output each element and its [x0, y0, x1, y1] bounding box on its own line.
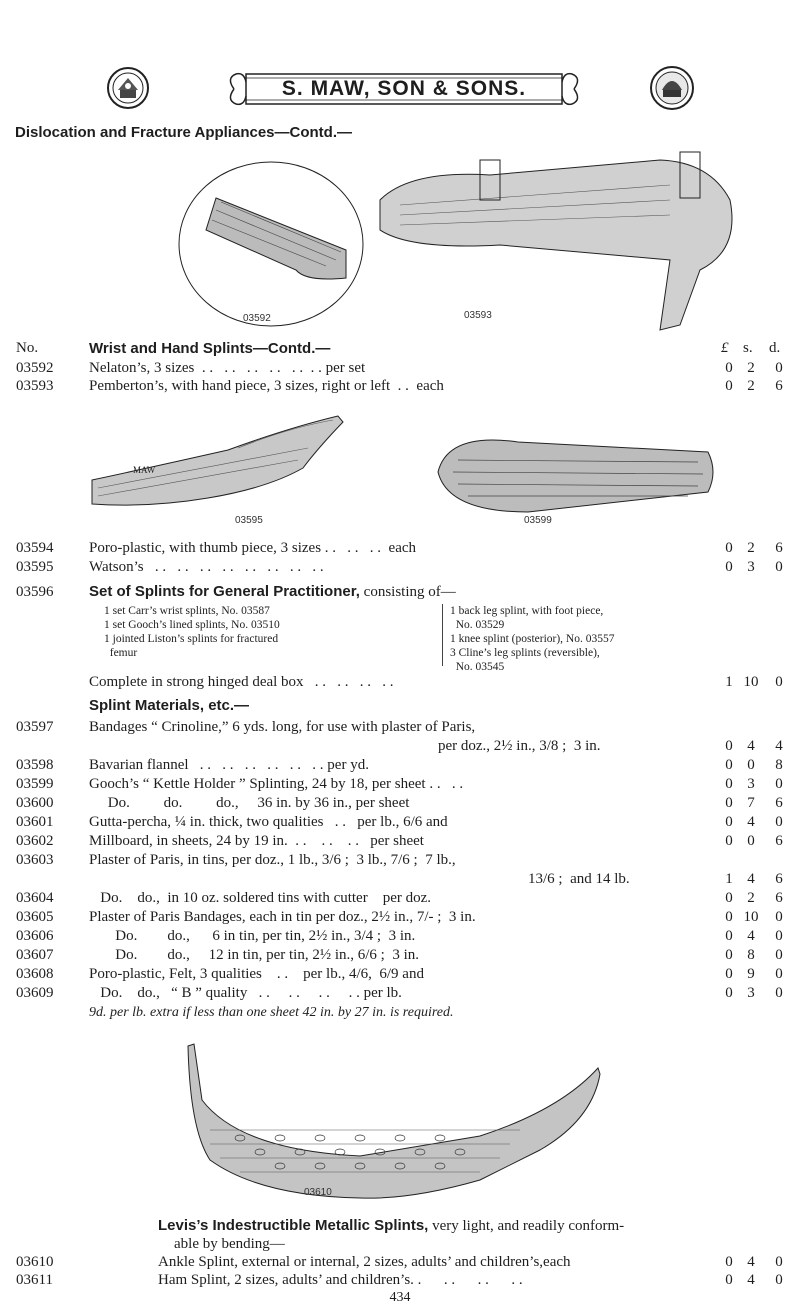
price-pounds: 0 [725, 890, 733, 906]
price-shillings: 4 [747, 1254, 755, 1270]
price-shillings: 9 [747, 966, 755, 982]
item-description: Plaster of Paris, in tins, per doz., 1 lb., 3/6 ; 3 lb., 7/6 ; 7 lb., [89, 852, 456, 868]
set-heading-tail: consisting of— [363, 584, 456, 600]
price-pence: 0 [775, 928, 783, 944]
royal-seal-left-icon [106, 66, 150, 110]
figure-splint-03595 [88, 408, 350, 518]
list-item-continuation [0, 869, 801, 889]
item-description: Watson’s . . . . . . . . . . . . . . . . [89, 559, 324, 575]
price-pounds: 0 [725, 1272, 733, 1288]
figure-label-03610: 03610 [304, 1187, 332, 1198]
item-description-continued: per doz., 2½ in., 3/8 ; 3 in. [438, 738, 601, 754]
price-shillings: 4 [747, 814, 755, 830]
set-component: No. 03529 [450, 619, 505, 631]
item-description: Do. do., in 10 oz. soldered tins with cutter per doz. [89, 890, 432, 906]
item-description: Do. do., 12 in tin, per tin, 2½ in., 6/6 ; 3 in. [89, 947, 419, 963]
list-item [0, 358, 801, 378]
column-header-pence: d. [769, 340, 781, 356]
price-shillings: 2 [747, 378, 755, 394]
price-pence: 0 [775, 814, 783, 830]
price-shillings: 2 [747, 540, 755, 556]
set-component: 1 jointed Liston’s splints for fractured [104, 633, 279, 645]
item-description: Gooch’s “ Kettle Holder ” Splinting, 24 by 18, per sheet . . . . [89, 776, 464, 792]
price-pounds: 1 [725, 871, 733, 887]
price-pence: 0 [775, 1254, 783, 1270]
item-description: Do. do. do., 36 in. by 36 in., per sheet [89, 795, 410, 811]
item-description: Ankle Splint, external or internal, 2 sizes, adults’ and children’s,each [158, 1254, 571, 1270]
list-item [0, 538, 801, 558]
set-heading: Set of Splints for General Practitioner, [89, 583, 360, 600]
figure-splint-03592 [176, 160, 366, 328]
price-pence: 0 [775, 776, 783, 792]
price-pounds: 0 [725, 985, 733, 1001]
list-item [0, 850, 801, 870]
price-shillings: 4 [747, 1272, 755, 1288]
page-number: 434 [389, 1290, 411, 1305]
price-pence: 0 [775, 674, 783, 690]
item-description: Plaster of Paris Bandages, each in tin per doz., 2½ in., 7/- ; 3 in. [89, 909, 476, 925]
price-pounds: 0 [725, 757, 733, 773]
price-pence: 6 [775, 795, 783, 811]
levis-heading: Levis’s Indestructible Metallic Splints, [158, 1217, 429, 1234]
list-item [0, 964, 801, 984]
price-pounds: 1 [725, 674, 733, 690]
set-component: 1 set Gooch’s lined splints, No. 03510 [104, 619, 280, 631]
figure-splint-03599 [428, 412, 720, 524]
price-pence: 0 [775, 360, 783, 376]
section-title: Dislocation and Fracture Appliances—Contd.— [15, 124, 352, 141]
company-name: S. MAW, SON & SONS. [281, 77, 527, 100]
price-shillings: 0 [747, 757, 755, 773]
price-pounds: 0 [725, 966, 733, 982]
price-shillings: 8 [747, 947, 755, 963]
set-heading-row [0, 582, 801, 602]
item-number: 03606 [16, 928, 54, 944]
item-description: Poro-plastic, with thumb piece, 3 sizes . . . . . . each [89, 540, 417, 556]
item-description: Bavarian flannel . . . . . . . . . . . . per yd. [89, 757, 369, 773]
item-description: Do. do., “ B ” quality . . . . . . . . per lb. [89, 985, 402, 1001]
item-description: Pemberton’s, with hand piece, 3 sizes, right or left . . each [89, 378, 444, 394]
item-number: 03607 [16, 947, 54, 963]
list-item [0, 717, 801, 737]
item-number: 03593 [16, 378, 54, 394]
price-pence: 0 [775, 909, 783, 925]
levis-heading-row [0, 1216, 801, 1236]
list-item [0, 812, 801, 832]
set-component: 1 back leg splint, with foot piece, [450, 605, 604, 617]
price-pounds: 0 [725, 1254, 733, 1270]
price-pounds: 0 [725, 909, 733, 925]
set-component: 1 knee splint (posterior), No. 03557 [450, 633, 615, 645]
maw-logo-mark: MAW [133, 465, 156, 475]
figure-label-03593: 03593 [464, 310, 492, 321]
list-item [0, 774, 801, 794]
set-contents-left [104, 604, 434, 660]
list-item [0, 888, 801, 908]
list-item [0, 672, 801, 692]
price-shillings: 2 [747, 360, 755, 376]
item-description: Bandages “ Crinoline,” 6 yds. long, for use with plaster of Paris, [89, 719, 476, 735]
price-pence: 8 [775, 757, 783, 773]
price-pounds: 0 [725, 559, 733, 575]
price-pounds: 0 [725, 833, 733, 849]
list-item [0, 907, 801, 927]
wrist-heading: Wrist and Hand Splints—Contd.— [89, 340, 331, 357]
price-pence: 6 [775, 871, 783, 887]
list-item [0, 755, 801, 775]
price-shillings: 0 [747, 833, 755, 849]
list-item [0, 926, 801, 946]
set-component: 1 set Carr’s wrist splints, No. 03587 [104, 605, 270, 617]
price-shillings: 2 [747, 890, 755, 906]
price-shillings: 7 [747, 795, 755, 811]
price-pounds: 0 [725, 795, 733, 811]
list-item-continuation [0, 736, 801, 756]
item-number: 03592 [16, 360, 54, 376]
column-header-pound: £ [721, 340, 729, 356]
item-number: 03610 [16, 1254, 54, 1270]
column-header-no: No. [16, 340, 39, 356]
price-pence: 6 [775, 890, 783, 906]
price-shillings: 4 [747, 871, 755, 887]
item-number: 03595 [16, 559, 54, 575]
price-pence: 6 [775, 540, 783, 556]
item-number: 03600 [16, 795, 54, 811]
item-number: 03599 [16, 776, 54, 792]
item-number: 03611 [16, 1272, 53, 1288]
item-number: 03605 [16, 909, 54, 925]
set-component: No. 03545 [450, 661, 505, 673]
list-item [0, 1270, 801, 1290]
item-number: 03602 [16, 833, 54, 849]
item-number: 03594 [16, 540, 54, 556]
materials-heading: Splint Materials, etc.— [89, 697, 250, 714]
item-number: 03609 [16, 985, 54, 1001]
price-pence: 6 [775, 833, 783, 849]
set-component: 3 Cline’s leg splints (reversible), [450, 647, 600, 659]
levis-heading-tail: very light, and readily conform- [432, 1218, 625, 1234]
figure-label-03595: 03595 [235, 515, 263, 526]
list-item [0, 376, 801, 396]
figure-splint-03610 [180, 1040, 604, 1206]
item-number: 03608 [16, 966, 54, 982]
item-number: 03597 [16, 719, 54, 735]
item-description: Complete in strong hinged deal box . . . . . . . . [89, 674, 394, 690]
price-pence: 0 [775, 985, 783, 1001]
item-description: Poro-plastic, Felt, 3 qualities . . per lb., 4/6, 6/9 and [89, 966, 424, 982]
price-pence: 6 [775, 378, 783, 394]
price-pounds: 0 [725, 776, 733, 792]
item-number: 03603 [16, 852, 54, 868]
price-shillings: 3 [747, 559, 755, 575]
price-shillings: 4 [747, 928, 755, 944]
item-description-continued: 13/6 ; and 14 lb. [528, 871, 630, 887]
list-item [0, 831, 801, 851]
item-description: Millboard, in sheets, 24 by 19 in. . . . . . . per sheet [89, 833, 424, 849]
set-component: femur [104, 647, 138, 659]
item-description: Gutta-percha, ¼ in. thick, two qualities . . per lb., 6/6 and [89, 814, 448, 830]
price-pence: 4 [775, 738, 783, 754]
price-shillings: 4 [747, 738, 755, 754]
item-description: Nelaton’s, 3 sizes . . . . . . . . . . . . per set [89, 360, 366, 376]
price-shillings: 3 [747, 776, 755, 792]
price-pounds: 0 [725, 947, 733, 963]
list-item [0, 1252, 801, 1272]
price-pounds: 0 [725, 814, 733, 830]
figure-label-03599: 03599 [524, 515, 552, 526]
materials-note: 9d. per lb. extra if less than one sheet 42 in. by 27 in. is required. [89, 1005, 454, 1020]
item-description: Ham Splint, 2 sizes, adults’ and children’s. . . . . . . . [158, 1272, 523, 1288]
item-number: 03604 [16, 890, 54, 906]
list-item [0, 557, 801, 577]
item-number: 03598 [16, 757, 54, 773]
price-pence: 0 [775, 559, 783, 575]
price-pounds: 0 [725, 540, 733, 556]
figure-label-03592: 03592 [243, 313, 271, 324]
price-pounds: 0 [725, 738, 733, 754]
price-shillings: 3 [747, 985, 755, 1001]
item-number: 03601 [16, 814, 54, 830]
price-pounds: 0 [725, 360, 733, 376]
price-shillings: 10 [743, 674, 759, 690]
levis-subheading-row [0, 1234, 801, 1254]
royal-seal-right-icon [648, 64, 696, 112]
levis-subheading: able by bending— [174, 1236, 285, 1252]
figure-splint-03593 [370, 150, 760, 340]
price-pounds: 0 [725, 928, 733, 944]
column-header-shilling: s. [743, 340, 753, 356]
price-pence: 0 [775, 1272, 783, 1288]
column-divider [442, 604, 443, 666]
item-description: Do. do., 6 in tin, per tin, 2½ in., 3/4 ; 3 in. [89, 928, 416, 944]
list-item [0, 983, 801, 1003]
list-item [0, 945, 801, 965]
item-number: 03596 [16, 584, 54, 600]
price-shillings: 10 [743, 909, 759, 925]
price-pounds: 0 [725, 378, 733, 394]
price-pence: 0 [775, 947, 783, 963]
price-pence: 0 [775, 966, 783, 982]
list-item [0, 793, 801, 813]
set-contents-right [450, 604, 730, 674]
